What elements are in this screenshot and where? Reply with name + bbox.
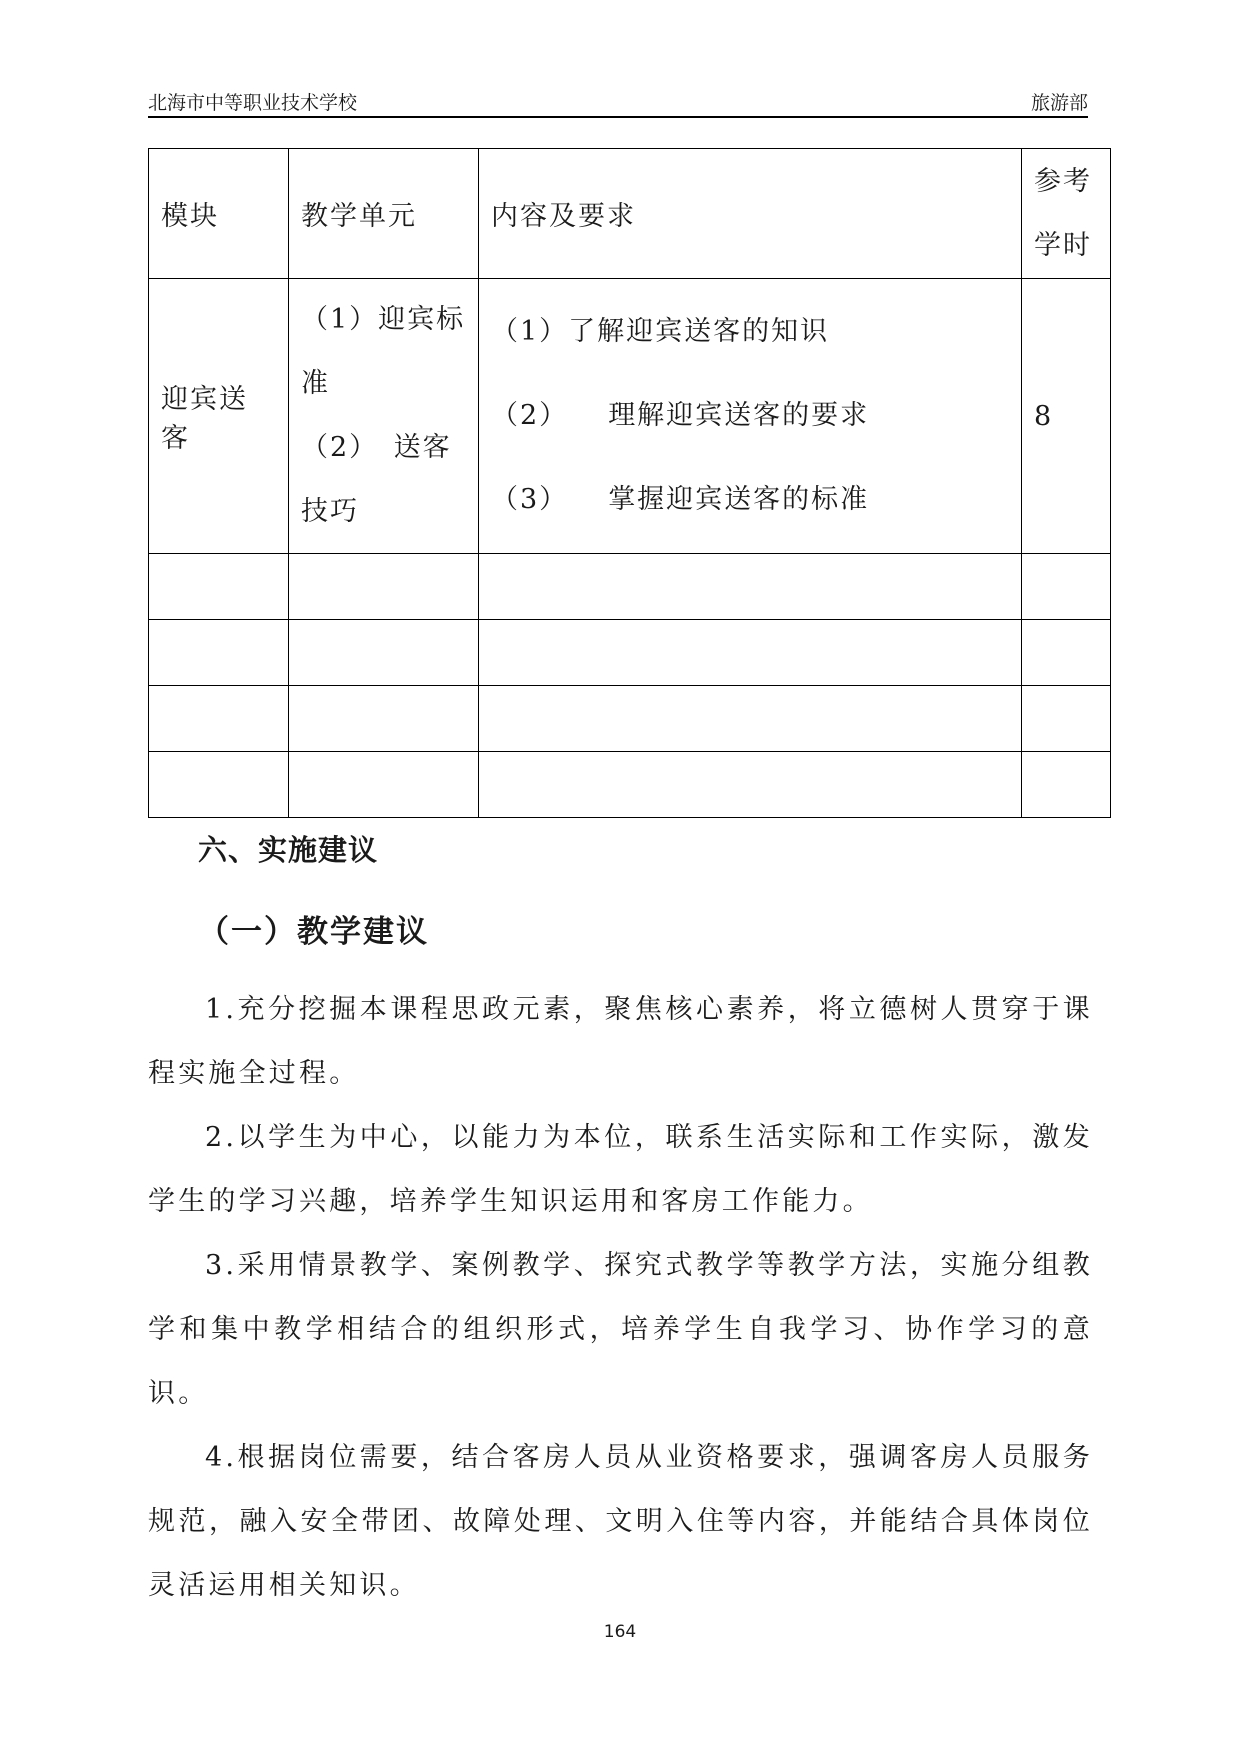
content-item-3-text: 掌握迎宾送客的标准: [608, 484, 870, 515]
department-name: 旅游部: [1030, 92, 1088, 114]
section-heading: 六、实施建议: [198, 833, 379, 867]
subsection-heading: （一）教学建议: [198, 914, 429, 950]
content-item-2-text: 理解迎宾送客的要求: [608, 400, 870, 431]
content-item-3: [491, 458, 1009, 542]
unit-1: （1）迎宾标准: [301, 304, 466, 399]
teaching-suggestions: [148, 978, 1093, 1618]
header-hours-line1: 参考: [1034, 165, 1092, 197]
header-unit: 教学单元: [289, 149, 479, 279]
page-header: [148, 86, 1088, 118]
table-row: [149, 279, 1111, 554]
header-content: 内容及要求: [479, 149, 1022, 279]
content-item-3-number: （3）: [491, 484, 569, 515]
unit-2: （2） 送客技巧: [301, 432, 452, 527]
course-table: [148, 148, 1111, 818]
paragraph: 1.充分挖掘本课程思政元素，聚焦核心素养，将立德树人贯穿于课程实施全过程。: [148, 994, 1093, 1089]
content-item-2-number: （2）: [491, 400, 569, 431]
module-cell: 迎宾送客: [149, 279, 289, 554]
table-row: [149, 686, 1111, 752]
content-cell: [479, 279, 1022, 554]
content-item-2: [491, 374, 1009, 458]
page-number: 164: [603, 1622, 637, 1642]
paragraph: 2.以学生为中心，以能力为本位，联系生活实际和工作实际，激发学生的学习兴趣，培养学生知识运用和客房工作能力。: [148, 1122, 1093, 1217]
hours-cell: 8: [1022, 279, 1111, 554]
table-row: [149, 554, 1111, 620]
header-module: 模块: [149, 149, 289, 279]
unit-cell: [289, 279, 479, 554]
header-hours-line2: 学时: [1034, 229, 1092, 261]
content-item-1: （1）了解迎宾送客的知识: [491, 316, 830, 347]
table-row: [149, 620, 1111, 686]
school-name: 北海市中等职业技术学校: [148, 92, 358, 114]
table-row: [149, 752, 1111, 818]
table-header-row: [149, 149, 1111, 279]
paragraph: 3.采用情景教学、案例教学、探究式教学等教学方法，实施分组教学和集中教学相结合的组织形式，培养学生自我学习、协作学习的意识。: [148, 1250, 1093, 1409]
paragraph: 4.根据岗位需要，结合客房人员从业资格要求，强调客房人员服务规范，融入安全带团、故障处理、文明入住等内容，并能结合具体岗位灵活运用相关知识。: [148, 1442, 1093, 1601]
header-hours: [1022, 149, 1111, 279]
